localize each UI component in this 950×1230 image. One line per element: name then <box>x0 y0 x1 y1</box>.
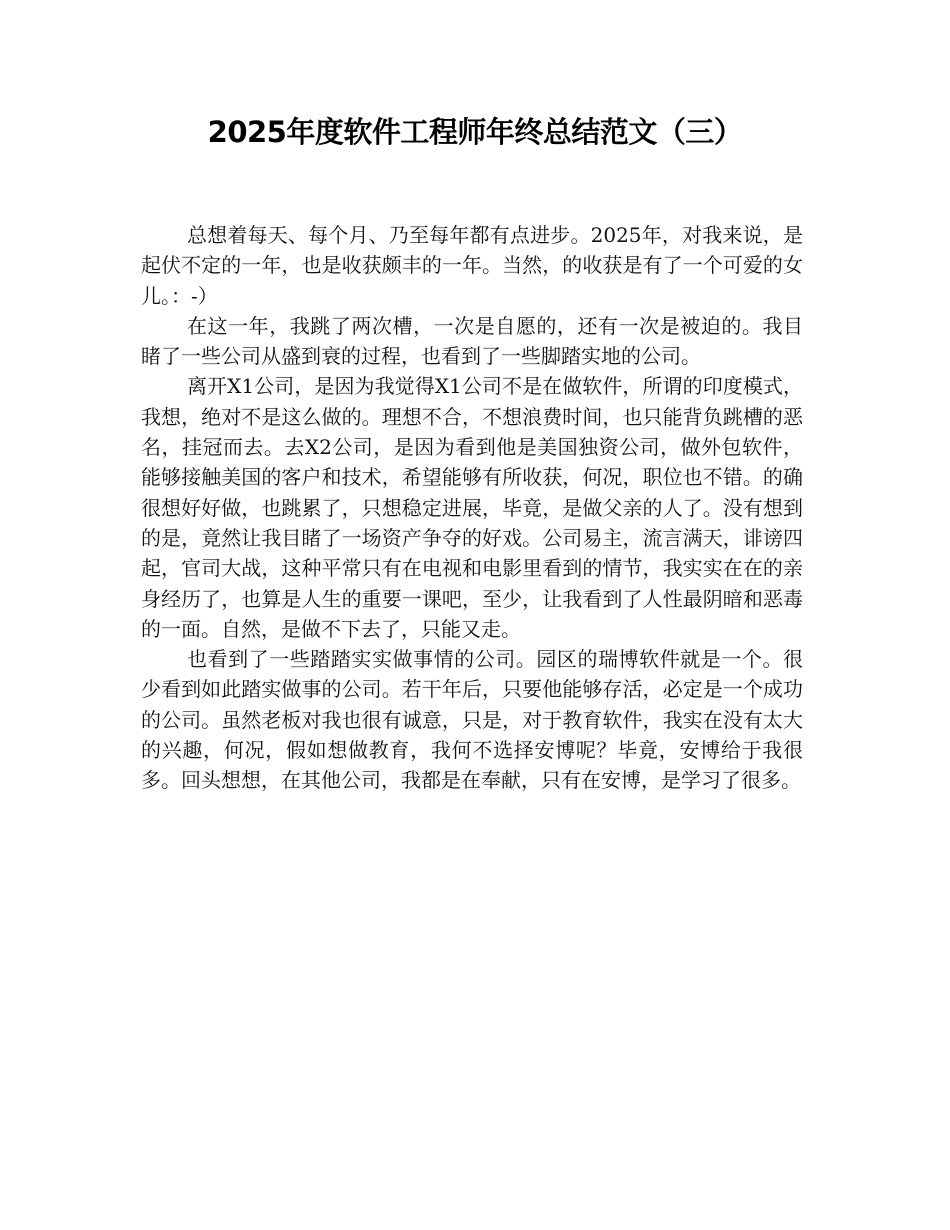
page-title: 2025年度软件工程师年终总结范文（三） <box>207 115 743 149</box>
paragraph-2: 在这一年，我跳了两次槽，一次是自愿的，还有一次是被迫的。我目睹了一些公司从盛到衰的过程，也看到了一些脚踏实地的公司。 <box>141 313 803 369</box>
paragraph-1: 总想着每天、每个月、乃至每年都有点进步。2025年，对我来说，是起伏不定的一年，也是收获颇丰的一年。当然，的收获是有了一个可爱的女儿。：-） <box>141 223 803 308</box>
paragraph-4: 也看到了一些踏踏实实做事情的公司。园区的瑞博软件就是一个。很少看到如此踏实做事的公司。若干年后，只要他能够存活，必定是一个成功的公司。虽然老板对我也很有诚意，只是，对于教育软件，我实在没有太大的兴趣，何况，假如想做教育，我何不选择安博呢？毕竟，安博给于我很多。回头想想，在其他公司，我都是在奉献，只有在安博，是学习了很多。 <box>141 647 803 793</box>
document-body <box>141 220 803 796</box>
paragraph-3: 离开X1公司，是因为我觉得X1公司不是在做软件，所谓的印度模式，我想，绝对不是这么做的。理想不合，不想浪费时间，也只能背负跳槽的恶名，挂冠而去。去X2公司，是因为看到他是美国独资公司，做外包软件，能够接触美国的客户和技术，希望能够有所收获，何况，职位也不错。的确很想好好做，也跳累了，只想稳定进展，毕竟，是做父亲的人了。没有想到的是，竟然让我目睹了一场资产争夺的好戏。公司易主，流言满天，诽谤四起，官司大战，这种平常只有在电视和电影里看到的情节，我实实在在的亲身经历了，也算是人生的重要一课吧，至少，让我看到了人性最阴暗和恶毒的一面。自然，是做不下去了，只能又走。 <box>141 374 803 641</box>
